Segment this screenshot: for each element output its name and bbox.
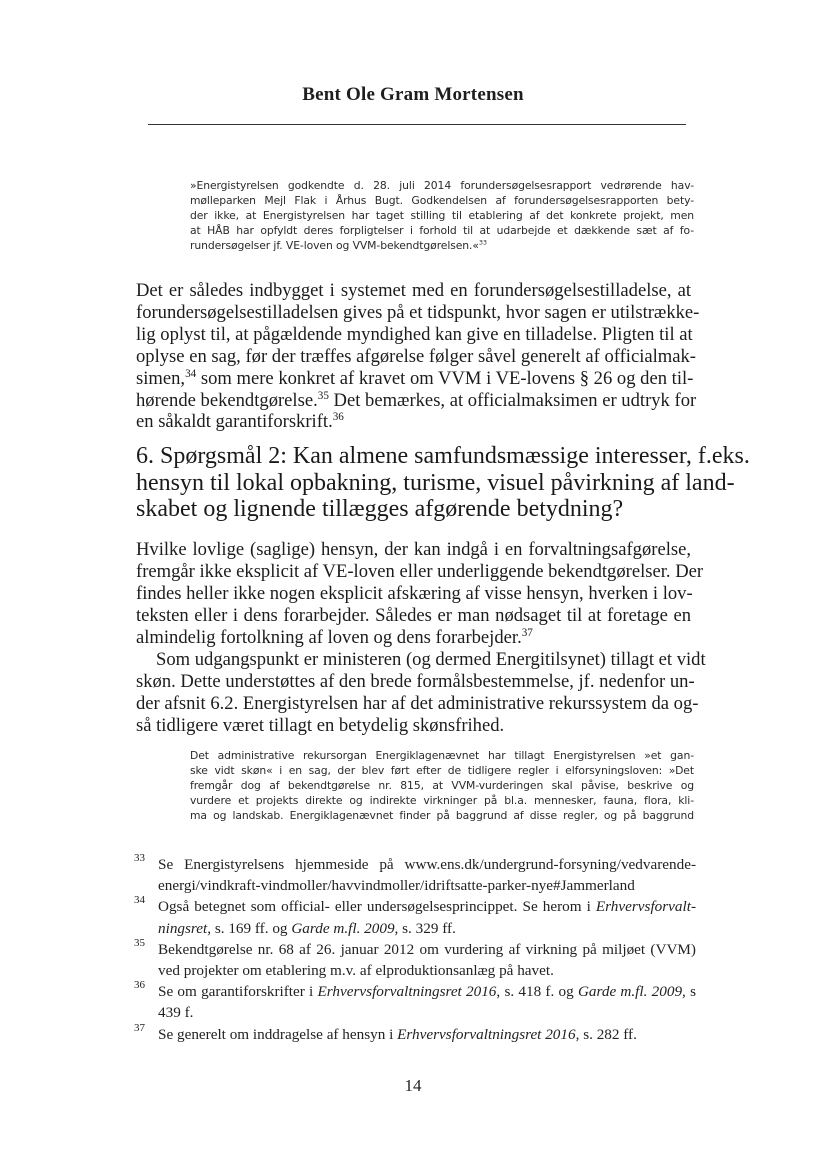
paragraph-line: oplyse en sag, før der træffes afgørelse følger såvel generelt af officialmak-: [136, 345, 696, 367]
footnote-ref-33[interactable]: 33: [478, 238, 487, 247]
block-quote-2: [190, 748, 694, 823]
footnote-36: [134, 981, 696, 1023]
footnote-text: Bekendtgørelse nr. 68 af 26. januar 2012 om vurdering af virkning på miljøet (VVM): [158, 940, 696, 958]
paragraph-1: [136, 280, 700, 433]
paragraph-line: skøn. Dette understøttes af den brede formålsbestemmelse, jf. nedenfor un-: [136, 670, 695, 692]
paragraph-line: lig oplyst til, at pågældende myndighed kan give en tilladelse. Pligten til at: [136, 323, 693, 345]
footnote-number: 34: [134, 894, 145, 907]
quote-line: Det administrative rekursorgan Energiklagenævnet har tillagt Energistyrelsen »et gan-: [190, 749, 694, 762]
block-quote-1: [190, 178, 694, 253]
page-number: 14: [404, 1076, 422, 1095]
footnote-37: [134, 1021, 696, 1045]
paragraph-line: fremgår ikke eksplicit af VE-loven eller underliggende bekendtgørelser. Der: [136, 560, 704, 582]
header-rule: [148, 124, 686, 125]
heading-line: skabet og lignende tillægges afgørende betydning?: [136, 496, 624, 522]
quote-line: ma og landskab. Energiklagenævnet finder på baggrund af disse regler, og på baggrund: [190, 809, 694, 822]
footnote-ref-35[interactable]: 35: [317, 389, 329, 402]
paragraph-line: Hvilke lovlige (saglige) hensyn, der kan indgå i en forvaltningsafgørelse,: [136, 539, 691, 560]
heading-line: 6. Spørgsmål 2: Kan almene samfundsmæssige interesser, f.eks.: [136, 443, 750, 469]
footnote-ref-34[interactable]: 34: [185, 367, 197, 380]
paragraph-2: [136, 539, 704, 649]
paragraph-line: Som udgangspunkt er ministeren (og dermed Energitilsynet) tillagt et vidt: [156, 649, 706, 670]
footnote-number: 33: [134, 852, 145, 864]
paragraph-3: [136, 649, 706, 737]
footnotes: [134, 854, 696, 1045]
footnote-text: Også betegnet som official- eller undersøgelsesprincippet. Se herom i Erhvervsforvalt-: [158, 898, 696, 916]
footnote-33: [134, 854, 696, 896]
paragraph-line: en såkaldt garantiforskrift.$^{36}$: [136, 411, 344, 433]
paragraph-line: simen,$^{34}$ som mere konkret af kravet om VVM i VE-lovens § 26 og den til-: [136, 367, 694, 389]
footnote-34: [134, 896, 696, 938]
quote-line: at HÅB har opfyldt deres forpligtelser i forhold til at udarbejde et dækkende sæt af fo-: [190, 224, 694, 237]
footnote-text: Se Energistyrelsens hjemmeside på www.ens.dk/undergrund-forsyning/vedvarende-: [158, 856, 696, 873]
paragraph-line: hørende bekendtgørelse.$^{35}$ Det bemærkes, at officialmaksimen er udtryk for: [136, 389, 697, 411]
footnote-ref-37[interactable]: 37: [521, 626, 533, 639]
quote-line: rundersøgelser jf. VE-loven og VVM-bekendtgørelsen.«$^{33}$: [190, 238, 487, 252]
footnote-ref-36[interactable]: 36: [332, 411, 344, 424]
quote-line: ske vidt skøn« i en sag, der blev ført efter de tidligere regler i elforsyningsloven: »Det: [190, 764, 694, 777]
footnote-text: 439 f.: [158, 1004, 194, 1022]
footnote-link-text[interactable]: energi/vindkraft-vindmoller/havvindmoller/idriftsatte-parker-nye#Jammerland: [158, 877, 635, 895]
footnote-number: 36: [134, 979, 145, 992]
paragraph-line: forundersøgelsestilladelsen gives på et tidspunkt, hvor sagen er utilstrække-: [136, 301, 700, 323]
heading-line: hensyn til lokal opbakning, turisme, visuel påvirkning af land-: [136, 469, 735, 496]
footnote-number: 35: [134, 936, 145, 949]
paragraph-line: almindelig fortolkning af loven og dens forarbejder.$^{37}$: [136, 626, 533, 648]
paragraph-line: findes heller ikke nogen eksplicit afskæring af visse hensyn, hverken i lov-: [136, 582, 693, 604]
paragraph-line: teksten eller i dens forarbejder. Således er man nødsaget til at foretage en: [136, 604, 691, 626]
footnote-number: 37: [134, 1021, 145, 1034]
section-heading: [136, 443, 750, 523]
running-header-author: Bent Ole Gram Mortensen: [302, 84, 524, 105]
quote-line: mølleparken Mejl Flak i Århus Bugt. Godkendelsen af forundersøgelsesrapporten bety-: [190, 194, 694, 207]
quote-line: »Energistyrelsen godkendte d. 28. juli 2014 forundersøgelsesrapport vedrørende hav-: [190, 179, 694, 192]
footnote-35: [134, 936, 696, 981]
quote-line: vurdere et projekts direkte og indirekte virkninger på bl.a. mennesker, fauna, flora, kli-: [190, 794, 694, 807]
paragraph-line: der afsnit 6.2. Energistyrelsen har af det administrative rekurssystem da og-: [136, 692, 699, 714]
quote-line: der ikke, at Energistyrelsen har taget stilling til etablering af det konkrete projekt, men: [190, 209, 694, 222]
footnote-text: Se generelt om inddragelse af hensyn i Erhvervsforvaltningsret 2016, s. 282 ff.: [158, 1025, 637, 1043]
paragraph-line: så tidligere været tillagt en betydelig skønsfrihed.: [136, 714, 505, 736]
footnote-text: Se om garantiforskrifter i Erhvervsforvaltningsret 2016, s. 418 f. og Garde m.fl. 2009, s: [158, 983, 696, 1001]
paragraph-line: Det er således indbygget i systemet med en forundersøgelsestilladelse, at: [136, 280, 691, 301]
quote-line: fremgår dog af bekendtgørelse nr. 815, at VVM-vurderingen skal påvise, beskrive og: [190, 779, 694, 792]
footnote-text: ningsret, s. 169 ff. og Garde m.fl. 2009, s. 329 ff.: [158, 919, 456, 937]
footnote-text: ved projekter om etablering m.v. af elproduktionsanlæg på havet.: [158, 962, 554, 980]
